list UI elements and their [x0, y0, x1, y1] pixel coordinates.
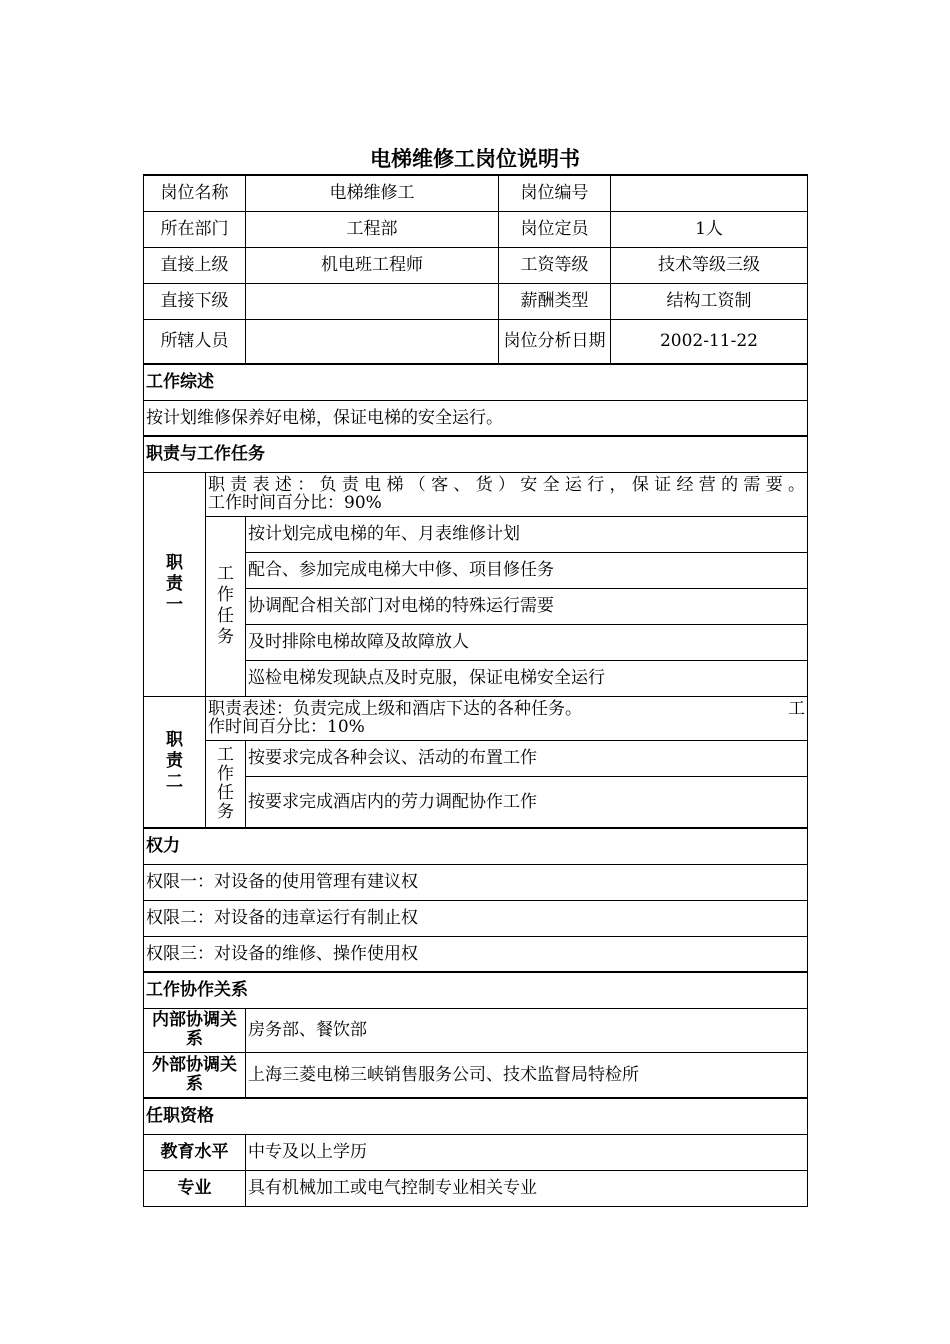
authority-item: 权限二：对设备的违章运行有制止权	[144, 900, 808, 936]
field-value	[611, 175, 808, 211]
section-header	[144, 828, 808, 864]
field-value: 工程部	[246, 211, 499, 247]
duty-description-text: 职责表述：负责完成上级和酒店下达的各种任务。	[208, 699, 582, 719]
duty-description-row	[144, 472, 808, 516]
summary-text: 按计划维修保养好电梯，保证电梯的安全运行。	[144, 400, 808, 436]
field-label: 岗位编号	[499, 175, 611, 211]
section-title: 权力	[144, 828, 808, 864]
qualification-row	[144, 1134, 808, 1170]
basic-row	[144, 283, 808, 319]
duty-description-line	[208, 700, 805, 718]
field-value: 2002-11-22	[611, 319, 808, 364]
task-item: 及时排除电梯故障及故障放人	[246, 624, 808, 660]
authority-row	[144, 864, 808, 900]
duty-percent-prefix: 工	[788, 699, 805, 719]
task-item: 配合、参加完成电梯大中修、项目修任务	[246, 552, 808, 588]
field-label: 岗位定员	[499, 211, 611, 247]
duty-label	[144, 696, 206, 828]
field-label: 所辖人员	[144, 319, 246, 364]
section-header	[144, 972, 808, 1008]
relation-row	[144, 1008, 808, 1052]
duty-description	[206, 472, 808, 516]
field-value: 1人	[611, 211, 808, 247]
authority-row	[144, 936, 808, 972]
duty-label	[144, 472, 206, 696]
field-label: 直接下级	[144, 283, 246, 319]
duty-percent: 工作时间百分比：90%	[208, 493, 382, 513]
field-label: 岗位分析日期	[499, 319, 611, 364]
job-description-table	[143, 174, 808, 1207]
section-title: 工作综述	[144, 364, 808, 400]
task-item: 协调配合相关部门对电梯的特殊运行需要	[246, 588, 808, 624]
duty-description-row	[144, 696, 808, 740]
relation-row	[144, 1052, 808, 1098]
qualification-value: 具有机械加工或电气控制专业相关专业	[246, 1170, 808, 1206]
task-row	[144, 516, 808, 552]
basic-row	[144, 319, 808, 364]
task-item: 巡检电梯发现缺点及时克服，保证电梯安全运行	[246, 660, 808, 696]
duty-label-text: 职责二	[166, 730, 183, 793]
field-value	[246, 319, 499, 364]
relation-label: 内部协调关系	[144, 1008, 246, 1052]
task-label-text: 工作任务	[217, 564, 234, 647]
task-item: 按要求完成酒店内的劳力调配协作工作	[246, 776, 808, 828]
basic-row	[144, 211, 808, 247]
section-header	[144, 1098, 808, 1134]
authority-item: 权限一：对设备的使用管理有建议权	[144, 864, 808, 900]
field-label: 直接上级	[144, 247, 246, 283]
qualification-label: 教育水平	[144, 1134, 246, 1170]
task-label	[206, 516, 246, 696]
task-row	[144, 740, 808, 776]
duty-percent: 作时间百分比：10%	[208, 717, 365, 737]
duty-label-text: 职责一	[166, 552, 183, 615]
task-label	[206, 740, 246, 828]
task-label-text: 工作任务	[217, 744, 234, 822]
field-label: 工资等级	[499, 247, 611, 283]
section-header	[144, 364, 808, 400]
relation-value: 上海三菱电梯三峡销售服务公司、技术监督局特检所	[246, 1052, 808, 1098]
task-item: 按要求完成各种会议、活动的布置工作	[246, 740, 808, 776]
section-header	[144, 436, 808, 472]
summary-row	[144, 400, 808, 436]
relation-label: 外部协调关系	[144, 1052, 246, 1098]
field-value: 结构工资制	[611, 283, 808, 319]
task-item: 按计划完成电梯的年、月表维修计划	[246, 516, 808, 552]
authority-item: 权限三：对设备的维修、操作使用权	[144, 936, 808, 972]
field-label: 岗位名称	[144, 175, 246, 211]
field-value: 技术等级三级	[611, 247, 808, 283]
authority-row	[144, 900, 808, 936]
duty-description-text: 职责表述：负责电梯（客、货）安全运行，保证经营的需要。	[208, 475, 805, 495]
field-value: 电梯维修工	[246, 175, 499, 211]
relation-value: 房务部、餐饮部	[246, 1008, 808, 1052]
basic-row	[144, 247, 808, 283]
field-label: 薪酬类型	[499, 283, 611, 319]
section-title: 工作协作关系	[144, 972, 808, 1008]
section-title: 职责与工作任务	[144, 436, 808, 472]
duty-description	[206, 696, 808, 740]
page-title: 电梯维修工岗位说明书	[370, 147, 580, 171]
qualification-value: 中专及以上学历	[246, 1134, 808, 1170]
basic-row	[144, 175, 808, 211]
field-label: 所在部门	[144, 211, 246, 247]
qualification-row	[144, 1170, 808, 1206]
field-value: 机电班工程师	[246, 247, 499, 283]
field-value	[246, 283, 499, 319]
qualification-label: 专业	[144, 1170, 246, 1206]
section-title: 任职资格	[144, 1098, 808, 1134]
